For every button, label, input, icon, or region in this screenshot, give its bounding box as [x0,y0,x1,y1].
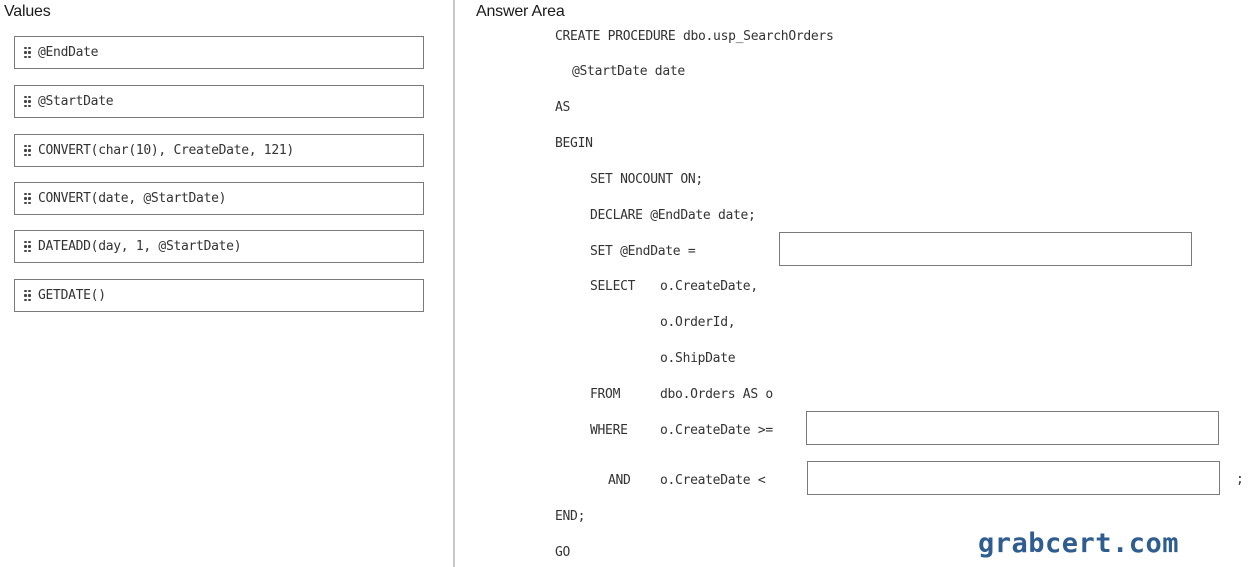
watermark-text: grabcert.com [978,528,1180,559]
code-begin: BEGIN [555,136,593,151]
code-and-keyword: AND [608,473,631,488]
drop-target-enddate[interactable] [779,232,1192,266]
value-item-label: DATEADD(day, 1, @StartDate) [38,239,242,254]
code-select-column: o.CreateDate, [660,279,758,294]
code-create-procedure: CREATE PROCEDURE dbo.usp_SearchOrders [555,29,834,44]
value-item-convert-date[interactable] [14,182,424,215]
value-item-getdate[interactable] [14,279,424,312]
code-set-nocount: SET NOCOUNT ON; [590,172,703,187]
code-and-condition: o.CreateDate < [660,473,766,488]
value-item-label: CONVERT(char(10), CreateDate, 121) [38,143,294,158]
code-semicolon: ; [1236,472,1244,487]
code-set-enddate: SET @EndDate = [590,244,696,259]
value-item-enddate[interactable] [14,36,424,69]
code-select-column: o.ShipDate [660,351,736,366]
value-item-convert-char[interactable] [14,134,424,167]
values-panel-title: Values [4,3,51,20]
drag-handle-icon [24,193,31,205]
drop-target-where[interactable] [806,411,1219,445]
code-from-keyword: FROM [590,387,621,402]
code-as: AS [555,100,571,115]
code-go: GO [555,545,571,560]
value-item-label: GETDATE() [38,288,106,303]
code-where-keyword: WHERE [590,423,628,438]
code-where-condition: o.CreateDate >= [660,423,773,438]
drag-handle-icon [24,47,31,59]
value-item-label: @StartDate [38,94,114,109]
value-item-label: @EndDate [38,45,99,60]
drag-handle-icon [24,241,31,253]
value-item-label: CONVERT(date, @StartDate) [38,191,227,206]
value-item-startdate[interactable] [14,85,424,118]
code-select-keyword: SELECT [590,279,636,294]
panel-divider [453,0,455,567]
code-from-table: dbo.Orders AS o [660,387,773,402]
code-param: @StartDate date [572,64,685,79]
value-item-dateadd[interactable] [14,230,424,263]
drag-handle-icon [24,145,31,157]
drag-handle-icon [24,290,31,302]
code-select-column: o.OrderId, [660,315,736,330]
code-declare: DECLARE @EndDate date; [590,208,756,223]
code-end: END; [555,509,586,524]
drag-handle-icon [24,96,31,108]
answer-area-title: Answer Area [476,3,565,20]
drop-target-and[interactable] [807,461,1220,495]
